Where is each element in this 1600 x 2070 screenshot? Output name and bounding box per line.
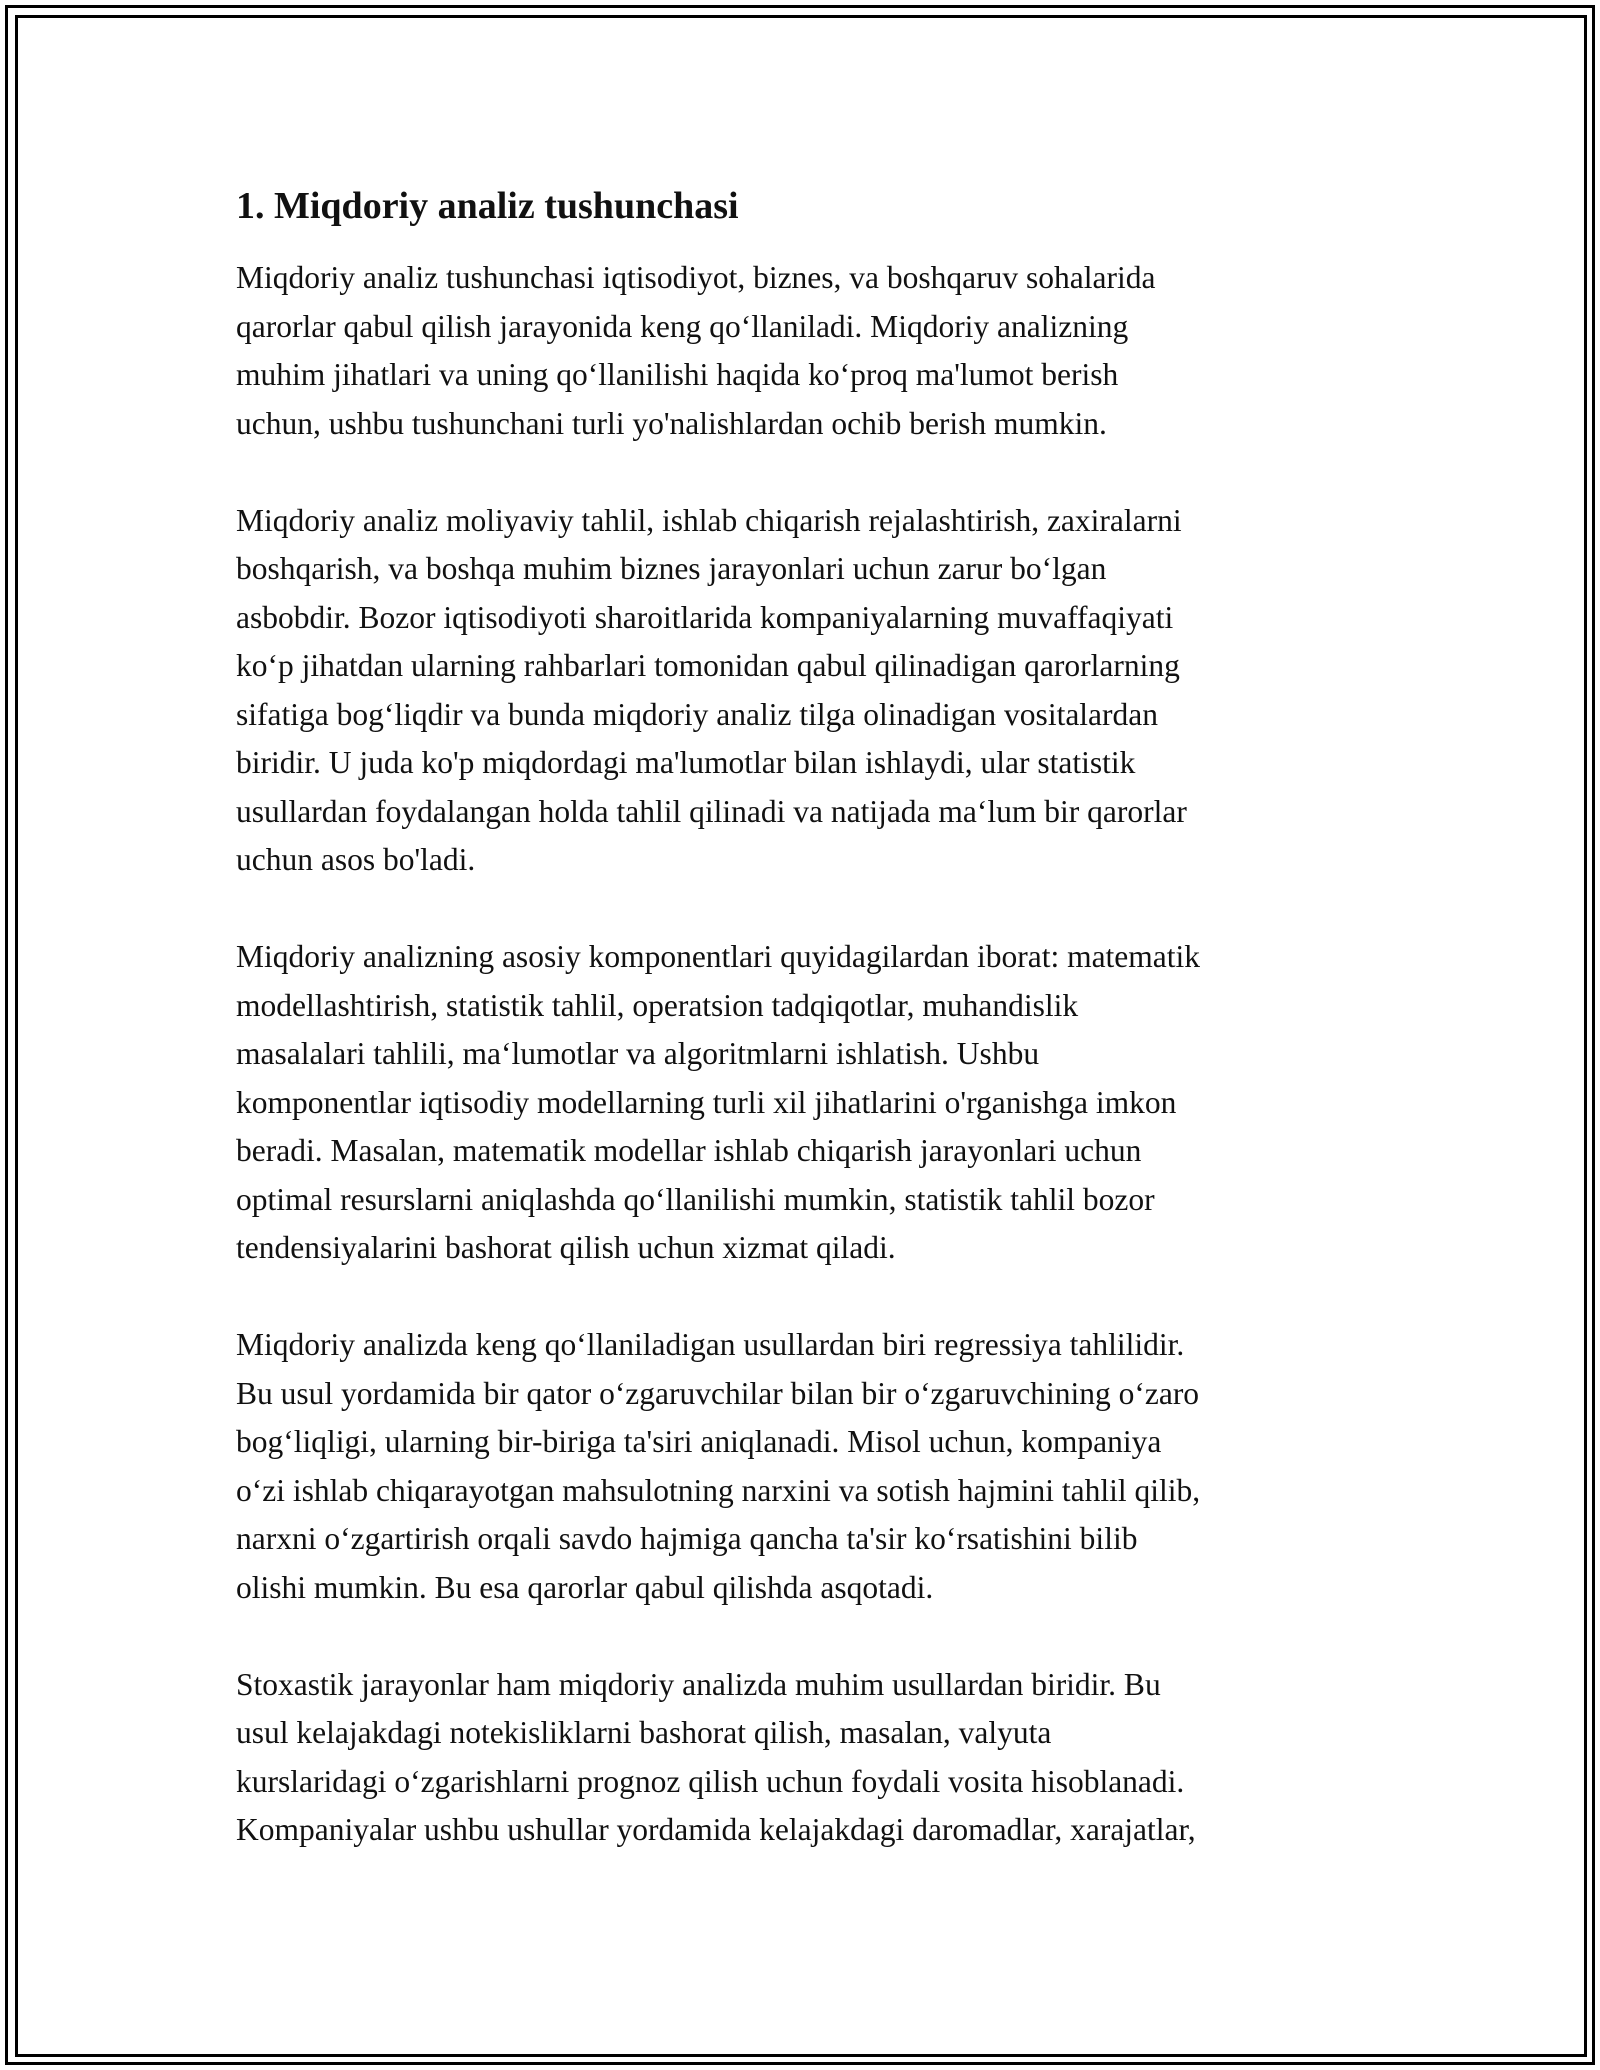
paragraph-line: ko‘p jihatdan ularning rahbarlari tomonidan qabul qilinadigan qarorlarning bbox=[236, 648, 1180, 683]
paragraph-3 bbox=[236, 933, 1376, 1273]
paragraph-line: uchun, ushbu tushunchani turli yo'nalishlardan ochib berish mumkin. bbox=[236, 405, 1107, 441]
paragraph-line: modellashtirish, statistik tahlil, operatsion tadqiqotlar, muhandislik bbox=[236, 987, 1079, 1023]
section-heading: 1. Miqdoriy analiz tushunchasi bbox=[236, 185, 739, 227]
document-body bbox=[236, 182, 1376, 1903]
paragraph-5 bbox=[236, 1661, 1376, 1855]
paragraph-line: usullardan foydalangan holda tahlil qilinadi va natijada ma‘lum bir qarorlar bbox=[236, 793, 1187, 829]
paragraph-line: muhim jihatlari va uning qo‘llanilishi haqida ko‘proq ma'lumot berish bbox=[236, 357, 1119, 392]
paragraph-line: o‘zi ishlab chiqarayotgan mahsulotning narxini va sotish hajmini tahlil qilib, bbox=[236, 1472, 1201, 1508]
paragraph-line: optimal resurslarni aniqlashda qo‘llanilishi mumkin, statistik tahlil bozor bbox=[236, 1181, 1155, 1217]
paragraph-line: Kompaniyalar ushbu ushullar yordamida kelajakdagi daromadlar, xarajatlar, bbox=[236, 1812, 1196, 1847]
paragraph-line: Miqdoriy analiz moliyaviy tahlil, ishlab chiqarish rejalashtirish, zaxiralarni bbox=[236, 502, 1182, 538]
paragraph-line: Bu usul yordamida bir qator o‘zgaruvchilar bilan bir o‘zgaruvchining o‘zaro bbox=[236, 1375, 1200, 1411]
paragraph-line: kurslaridagi o‘zgarishlarni prognoz qilish uchun foydali vosita hisoblanadi. bbox=[236, 1763, 1185, 1799]
paragraph-line: biridir. U juda ko'p miqdordagi ma'lumotlar bilan ishlaydi, ular statistik bbox=[236, 745, 1136, 780]
paragraph-line: tendensiyalarini bashorat qilish uchun xizmat qiladi. bbox=[236, 1230, 896, 1265]
paragraph-line: usul kelajakdagi notekisliklarni bashorat qilish, masalan, valyuta bbox=[236, 1715, 1052, 1750]
paragraph-line: Miqdoriy analiz tushunchasi iqtisodiyot, biznes, va boshqaruv sohalarida bbox=[236, 260, 1156, 295]
paragraph-line: olishi mumkin. Bu esa qarorlar qabul qilishda asqotadi. bbox=[236, 1569, 934, 1605]
paragraph-line: Miqdoriy analizning asosiy komponentlari quyidagilardan iborat: matematik bbox=[236, 939, 1201, 974]
paragraph-line: sifatiga bog‘liqdir va bunda miqdoriy analiz tilga olinadigan vositalardan bbox=[236, 696, 1159, 732]
paragraph-line: komponentlar iqtisodiy modellarning turli xil jihatlarini o'rganishga imkon bbox=[236, 1084, 1177, 1120]
paragraph-line: asbobdir. Bozor iqtisodiyoti sharoitlarida kompaniyalarning muvaffaqiyati bbox=[236, 599, 1174, 635]
paragraph-line: masalalari tahlili, ma‘lumotlar va algoritmlarni ishlatish. Ushbu bbox=[236, 1036, 1040, 1071]
paragraph-line: Miqdoriy analizda keng qo‘llaniladigan usullardan biri regressiya tahlilidir. bbox=[236, 1327, 1185, 1362]
paragraph-line: bog‘liqligi, ularning bir-biriga ta'siri aniqlanadi. Misol uchun, kompaniya bbox=[236, 1424, 1162, 1459]
paragraph-line: Stoxastik jarayonlar ham miqdoriy analizda muhim usullardan biridir. Bu bbox=[236, 1666, 1161, 1702]
paragraph-line: boshqarish, va boshqa muhim biznes jarayonlari uchun zarur bo‘lgan bbox=[236, 551, 1107, 586]
paragraph-line: uchun asos bo'ladi. bbox=[236, 842, 476, 877]
paragraph-line: narxni o‘zgartirish orqali savdo hajmiga qancha ta'sir ko‘rsatishini bilib bbox=[236, 1521, 1138, 1556]
paragraph-2 bbox=[236, 497, 1376, 885]
paragraph-1 bbox=[236, 254, 1376, 448]
paragraph-line: beradi. Masalan, matematik modellar ishlab chiqarish jarayonlari uchun bbox=[236, 1133, 1142, 1168]
paragraph-line: qarorlar qabul qilish jarayonida keng qo‘llaniladi. Miqdoriy analizning bbox=[236, 308, 1129, 344]
paragraph-4 bbox=[236, 1321, 1376, 1612]
